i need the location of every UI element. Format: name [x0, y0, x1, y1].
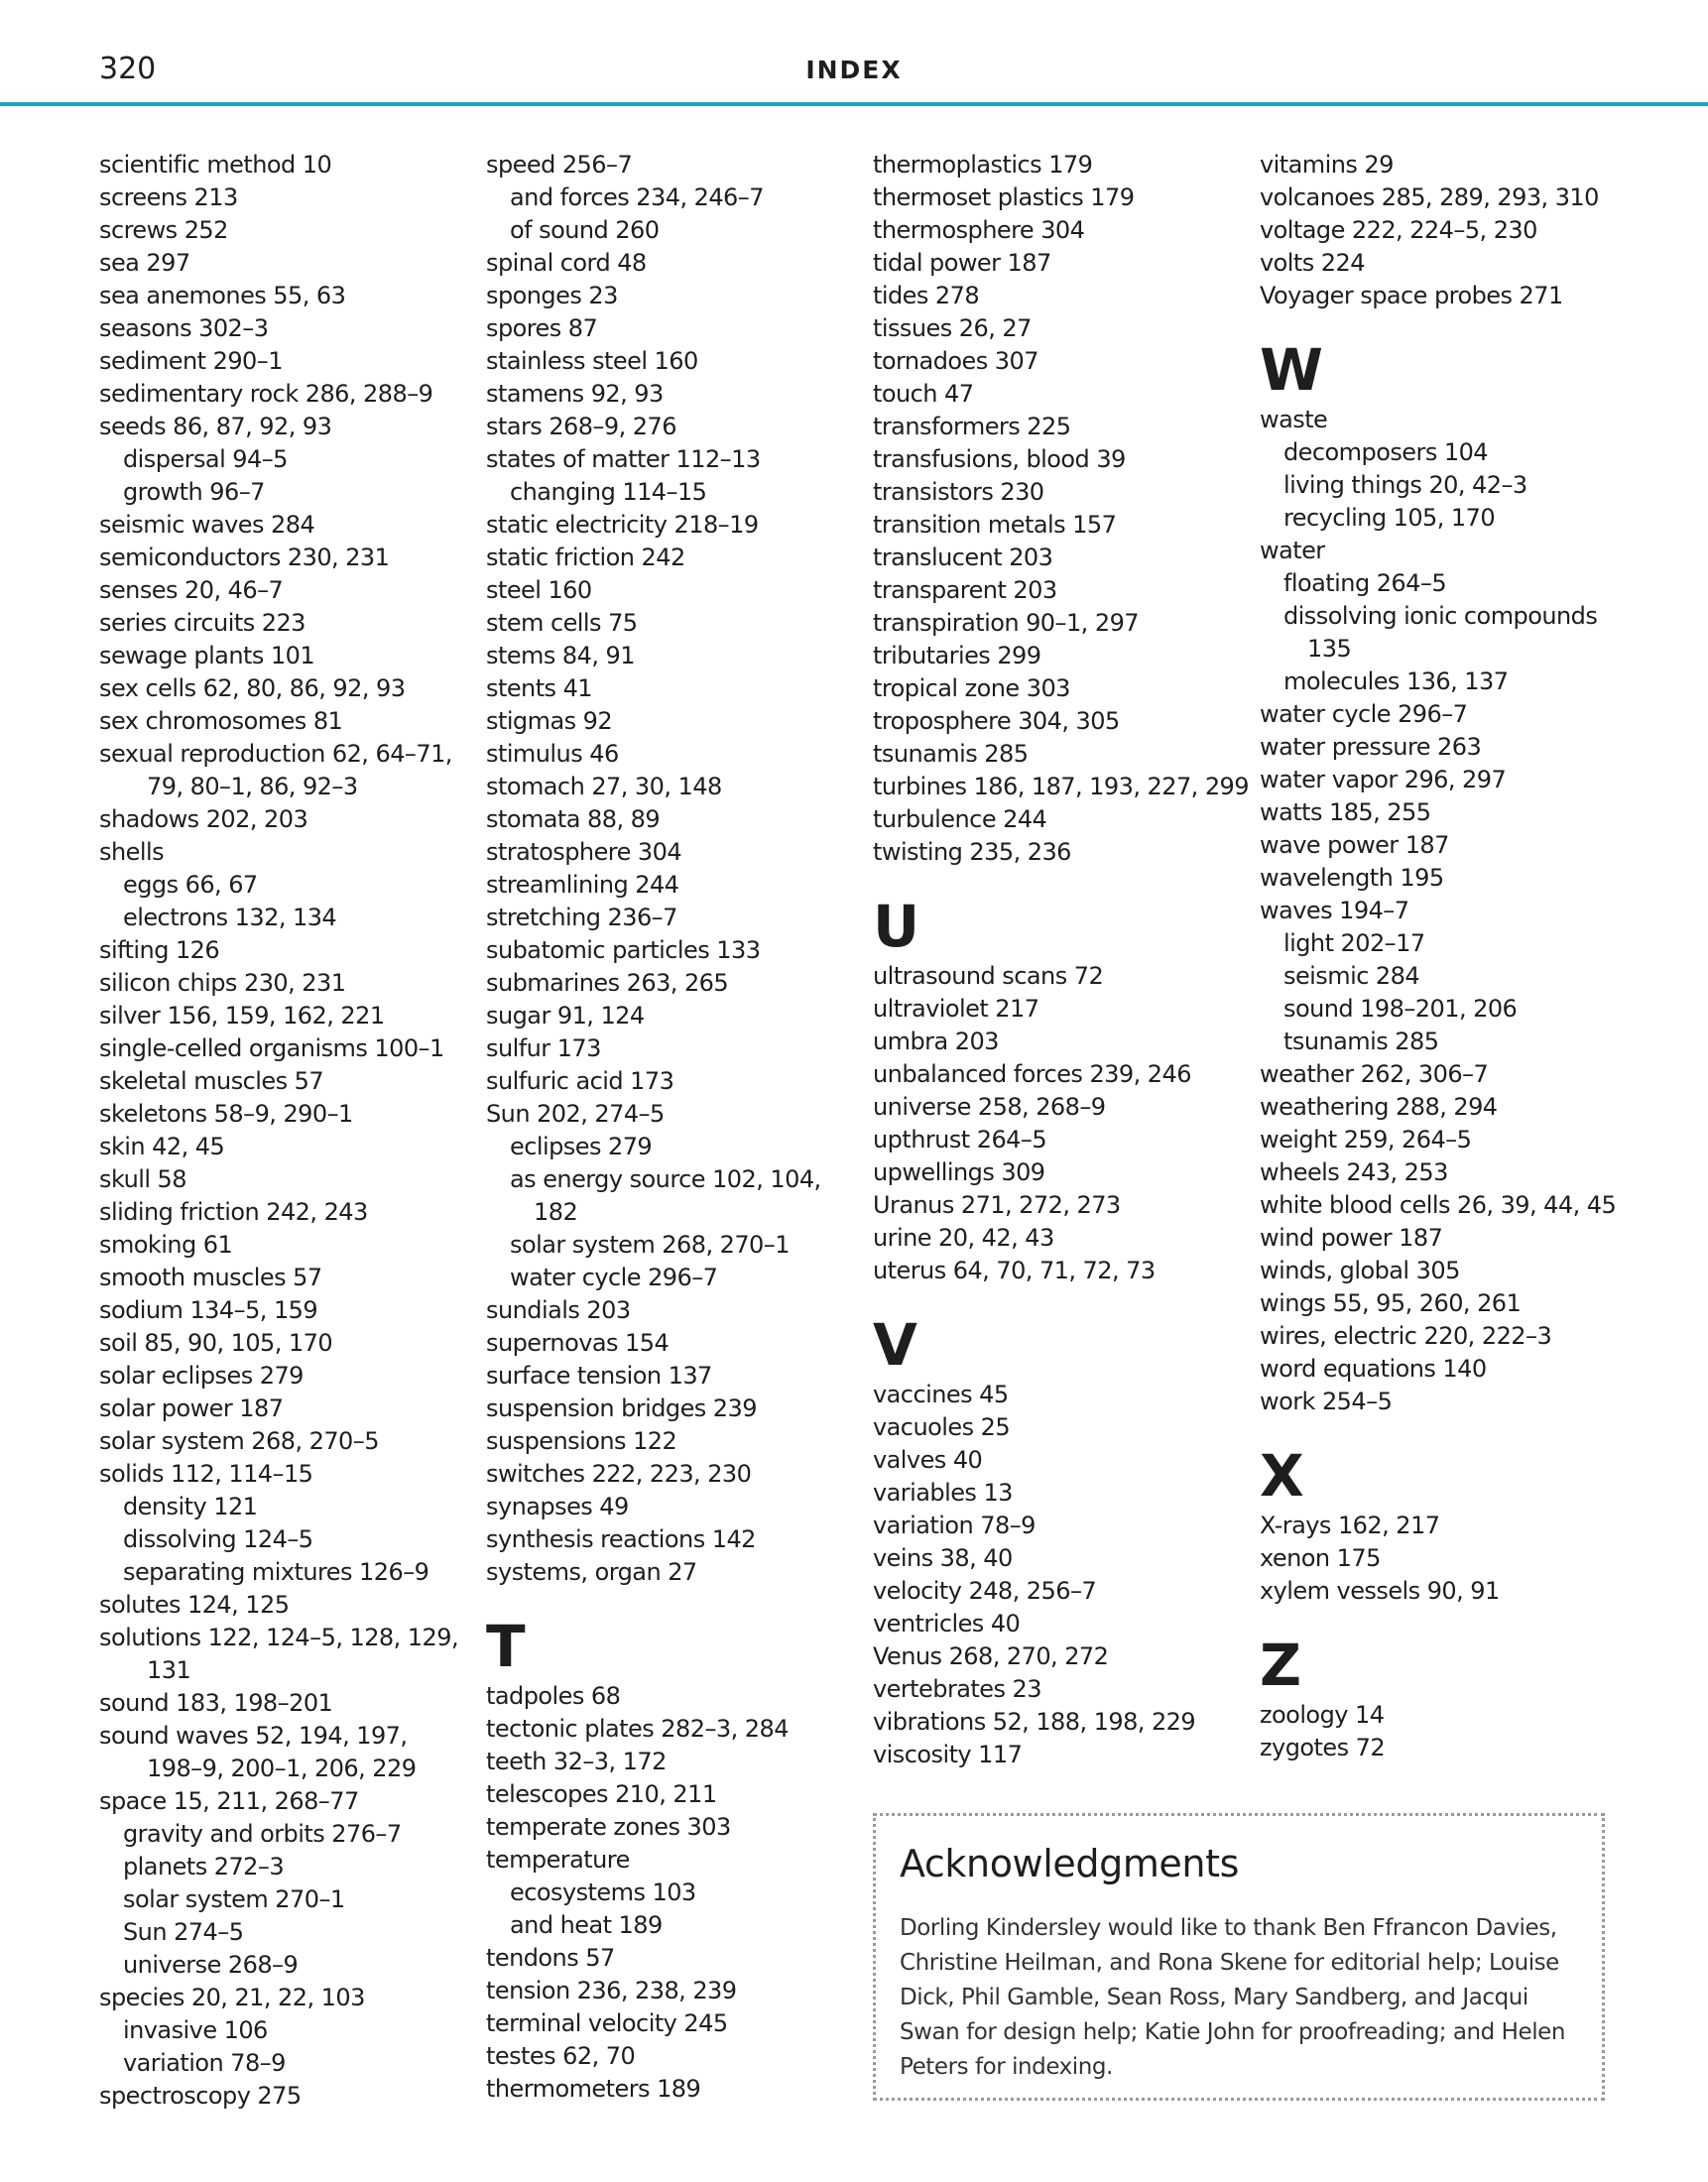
index-entry-continuation: 135 [1307, 635, 1352, 663]
index-entry: screens 213 [99, 183, 238, 211]
index-entry: ventricles 40 [873, 1610, 1021, 1637]
index-entry: waste [1260, 406, 1328, 433]
index-entry: synapses 49 [486, 1493, 629, 1520]
index-entry: tendons 57 [486, 1944, 615, 1972]
index-entry: X-rays 162, 217 [1260, 1512, 1440, 1539]
section-letter: T [486, 1613, 526, 1680]
index-entry: switches 222, 223, 230 [486, 1460, 752, 1488]
index-entry: touch 47 [873, 380, 974, 408]
index-subentry: sound 198–201, 206 [1283, 995, 1518, 1023]
index-entry: sulfur 173 [486, 1034, 601, 1062]
index-subentry: and heat 189 [510, 1911, 663, 1939]
page-title: INDEX [805, 56, 903, 84]
index-column-2 [486, 149, 863, 2106]
index-entry: silver 156, 159, 162, 221 [99, 1002, 385, 1030]
index-subentry: dissolving ionic compounds [1283, 602, 1598, 630]
index-entry: tsunamis 285 [873, 740, 1029, 768]
index-entry: stars 268–9, 276 [486, 413, 676, 440]
index-subentry: as energy source 102, 104, [510, 1165, 821, 1193]
index-entry: sifting 126 [99, 936, 220, 964]
header-rule [0, 102, 1708, 106]
index-entry: transition metals 157 [873, 511, 1117, 539]
index-entry: seeds 86, 87, 92, 93 [99, 413, 332, 440]
index-entry: skull 58 [99, 1165, 186, 1193]
index-entry: wires, electric 220, 222–3 [1260, 1322, 1552, 1350]
index-entry: tributaries 299 [873, 642, 1041, 669]
index-entry: spores 87 [486, 314, 598, 342]
index-entry: screws 252 [99, 216, 228, 244]
page-header [0, 0, 1708, 107]
index-entry: tectonic plates 282–3, 284 [486, 1715, 789, 1743]
index-subentry: variation 78–9 [123, 2049, 286, 2077]
index-entry: velocity 248, 256–7 [873, 1577, 1097, 1605]
index-entry: spectroscopy 275 [99, 2082, 302, 2110]
index-entry: variation 78–9 [873, 1512, 1036, 1539]
index-entry: variables 13 [873, 1479, 1013, 1507]
index-entry: soil 85, 90, 105, 170 [99, 1329, 333, 1357]
index-entry: sea anemones 55, 63 [99, 282, 346, 309]
index-entry: species 20, 21, 22, 103 [99, 1984, 365, 2011]
index-entry: tides 278 [873, 282, 980, 309]
index-entry: solar power 187 [99, 1394, 284, 1422]
index-entry: white blood cells 26, 39, 44, 45 [1260, 1191, 1617, 1219]
index-entry: solutes 124, 125 [99, 1591, 290, 1619]
index-subentry: universe 268–9 [123, 1951, 299, 1979]
index-entry: shells [99, 838, 165, 866]
index-entry: turbines 186, 187, 193, 227, 299 [873, 773, 1249, 800]
index-entry: upwellings 309 [873, 1158, 1045, 1186]
index-entry: sewage plants 101 [99, 642, 315, 669]
index-entry: transparent 203 [873, 576, 1057, 604]
index-entry: tidal power 187 [873, 249, 1051, 277]
index-entry: stimulus 46 [486, 740, 619, 768]
index-entry: tropical zone 303 [873, 674, 1070, 702]
index-entry: temperature [486, 1846, 630, 1874]
index-entry: supernovas 154 [486, 1329, 670, 1357]
index-entry: skeletal muscles 57 [99, 1067, 324, 1095]
index-entry: transpiration 90–1, 297 [873, 609, 1140, 637]
index-entry: skeletons 58–9, 290–1 [99, 1100, 353, 1128]
index-subentry: growth 96–7 [123, 478, 265, 506]
index-column-4 [1260, 149, 1637, 1764]
index-subentry: changing 114–15 [510, 478, 707, 506]
index-entry: shadows 202, 203 [99, 805, 308, 833]
index-entry: series circuits 223 [99, 609, 305, 637]
index-entry: waves 194–7 [1260, 897, 1409, 924]
section-letter: W [1260, 336, 1323, 404]
index-entry: single-celled organisms 100–1 [99, 1034, 444, 1062]
index-entry: water cycle 296–7 [1260, 700, 1468, 728]
index-entry: static friction 242 [486, 544, 685, 571]
index-entry: sex cells 62, 80, 86, 92, 93 [99, 674, 406, 702]
index-entry: vibrations 52, 188, 198, 229 [873, 1708, 1196, 1736]
index-subentry: water cycle 296–7 [510, 1264, 718, 1291]
index-entry: translucent 203 [873, 544, 1053, 571]
index-subentry: seismic 284 [1283, 962, 1420, 990]
index-entry: vertebrates 23 [873, 1675, 1041, 1703]
index-entry: thermoset plastics 179 [873, 183, 1135, 211]
index-entry-continuation: 198–9, 200–1, 206, 229 [147, 1755, 417, 1782]
index-subentry: and forces 234, 246–7 [510, 183, 764, 211]
index-subentry: light 202–17 [1283, 929, 1425, 957]
section-letter: V [873, 1311, 917, 1379]
index-entry: teeth 32–3, 172 [486, 1748, 667, 1775]
index-entry: stainless steel 160 [486, 347, 698, 375]
index-entry: states of matter 112–13 [486, 445, 761, 473]
index-entry: turbulence 244 [873, 805, 1047, 833]
index-entry: winds, global 305 [1260, 1257, 1460, 1284]
index-entry: terminal velocity 245 [486, 2009, 728, 2037]
acknowledgments-line: Swan for design help; Katie John for proofreading; and Helen [900, 2019, 1565, 2045]
index-entry: tissues 26, 27 [873, 314, 1032, 342]
index-entry: seasons 302–3 [99, 314, 269, 342]
index-entry: xenon 175 [1260, 1544, 1381, 1572]
index-subentry: of sound 260 [510, 216, 660, 244]
index-subentry: eclipses 279 [510, 1133, 653, 1160]
index-entry: submarines 263, 265 [486, 969, 729, 997]
index-entry: subatomic particles 133 [486, 936, 761, 964]
index-entry: solar system 268, 270–5 [99, 1427, 379, 1455]
index-entry: sex chromosomes 81 [99, 707, 343, 735]
index-subentry: solar system 270–1 [123, 1885, 345, 1913]
index-entry: zoology 14 [1260, 1701, 1385, 1729]
index-entry: word equations 140 [1260, 1355, 1487, 1383]
index-entry: stents 41 [486, 674, 593, 702]
index-subentry: electrons 132, 134 [123, 904, 337, 931]
index-entry: sediment 290–1 [99, 347, 283, 375]
index-entry: seismic waves 284 [99, 511, 315, 539]
index-entry: Sun 202, 274–5 [486, 1100, 665, 1128]
section-letter: U [873, 893, 920, 960]
index-entry: urine 20, 42, 43 [873, 1224, 1054, 1252]
acknowledgments-title: Acknowledgments [900, 1842, 1239, 1885]
index-subentry: living things 20, 42–3 [1283, 471, 1527, 499]
index-entry: wind power 187 [1260, 1224, 1443, 1252]
index-subentry: eggs 66, 67 [123, 871, 258, 899]
index-subentry: separating mixtures 126–9 [123, 1558, 429, 1586]
index-subentry: solar system 268, 270–1 [510, 1231, 790, 1259]
index-entry: umbra 203 [873, 1028, 999, 1055]
index-entry: water pressure 263 [1260, 733, 1482, 761]
index-entry: Uranus 271, 272, 273 [873, 1191, 1121, 1219]
acknowledgments-line: Dorling Kindersley would like to thank Ben Ffrancon Davies, [900, 1915, 1557, 1941]
index-entry: tension 236, 238, 239 [486, 1977, 737, 2004]
acknowledgments-box [873, 1813, 1605, 2101]
index-entry: thermoplastics 179 [873, 151, 1093, 179]
index-entry: smoking 61 [99, 1231, 233, 1259]
index-subentry: recycling 105, 170 [1283, 504, 1496, 532]
index-entry: surface tension 137 [486, 1362, 712, 1390]
index-entry: troposphere 304, 305 [873, 707, 1120, 735]
index-entry: speed 256–7 [486, 151, 633, 179]
acknowledgments-line: Peters for indexing. [900, 2054, 1113, 2080]
index-entry: solar eclipses 279 [99, 1362, 304, 1390]
index-column-3 [873, 149, 1250, 1771]
index-entry: ultrasound scans 72 [873, 962, 1104, 990]
index-entry: testes 62, 70 [486, 2042, 636, 2070]
index-entry: sulfuric acid 173 [486, 1067, 674, 1095]
index-entry: viscosity 117 [873, 1741, 1023, 1768]
index-entry: sound 183, 198–201 [99, 1689, 333, 1717]
index-entry: thermosphere 304 [873, 216, 1085, 244]
index-entry: sponges 23 [486, 282, 618, 309]
index-entry: space 15, 211, 268–77 [99, 1787, 359, 1815]
index-entry: suspensions 122 [486, 1427, 677, 1455]
index-entry: water vapor 296, 297 [1260, 766, 1507, 793]
index-entry: weather 262, 306–7 [1260, 1060, 1489, 1088]
index-entry: tornadoes 307 [873, 347, 1038, 375]
index-entry: stamens 92, 93 [486, 380, 664, 408]
section-letter: X [1260, 1442, 1304, 1510]
index-entry: telescopes 210, 211 [486, 1780, 717, 1808]
index-entry: semiconductors 230, 231 [99, 544, 390, 571]
index-entry: vacuoles 25 [873, 1413, 1011, 1441]
index-entry-continuation: 182 [534, 1198, 578, 1226]
index-entry: stems 84, 91 [486, 642, 635, 669]
acknowledgments-line: Christine Heilman, and Rona Skene for editorial help; Louise [900, 1950, 1559, 1976]
index-subentry: ecosystems 103 [510, 1879, 696, 1906]
index-entry: universe 258, 268–9 [873, 1093, 1106, 1121]
index-entry: systems, organ 27 [486, 1558, 697, 1586]
index-entry: wave power 187 [1260, 831, 1449, 859]
index-subentry: density 121 [123, 1493, 258, 1520]
index-entry: solids 112, 114–15 [99, 1460, 313, 1488]
index-entry: temperate zones 303 [486, 1813, 731, 1841]
page-number: 320 [99, 52, 157, 86]
index-entry: valves 40 [873, 1446, 983, 1474]
index-column-1 [99, 149, 476, 2113]
index-entry: twisting 235, 236 [873, 838, 1071, 866]
index-entry-continuation: 79, 80–1, 86, 92–3 [147, 773, 358, 800]
index-entry: xylem vessels 90, 91 [1260, 1577, 1500, 1605]
index-entry: zygotes 72 [1260, 1734, 1386, 1761]
index-entry: volts 224 [1260, 249, 1365, 277]
index-entry: weight 259, 264–5 [1260, 1126, 1472, 1153]
index-entry: sodium 134–5, 159 [99, 1296, 318, 1324]
index-entry: weathering 288, 294 [1260, 1093, 1498, 1121]
index-entry: upthrust 264–5 [873, 1126, 1047, 1153]
index-entry: skin 42, 45 [99, 1133, 225, 1160]
index-entry: sexual reproduction 62, 64–71, [99, 740, 452, 768]
index-entry: vitamins 29 [1260, 151, 1394, 179]
index-entry: streamlining 244 [486, 871, 679, 899]
index-entry: scientific method 10 [99, 151, 332, 179]
index-subentry: planets 272–3 [123, 1853, 285, 1880]
index-entry: stomach 27, 30, 148 [486, 773, 722, 800]
index-entry: unbalanced forces 239, 246 [873, 1060, 1191, 1088]
index-entry: vaccines 45 [873, 1381, 1009, 1408]
index-entry: silicon chips 230, 231 [99, 969, 346, 997]
index-entry: sugar 91, 124 [486, 1002, 645, 1030]
index-entry: steel 160 [486, 576, 592, 604]
index-subentry: floating 264–5 [1283, 569, 1447, 597]
index-entry: stomata 88, 89 [486, 805, 661, 833]
index-entry: stretching 236–7 [486, 904, 677, 931]
index-subentry: tsunamis 285 [1283, 1028, 1439, 1055]
index-entry: thermometers 189 [486, 2075, 701, 2103]
index-entry: transfusions, blood 39 [873, 445, 1126, 473]
index-entry: stratosphere 304 [486, 838, 682, 866]
index-entry: stem cells 75 [486, 609, 638, 637]
index-entry: uterus 64, 70, 71, 72, 73 [873, 1257, 1156, 1284]
index-entry: solutions 122, 124–5, 128, 129, [99, 1624, 459, 1651]
index-entry: transformers 225 [873, 413, 1071, 440]
index-subentry: gravity and orbits 276–7 [123, 1820, 402, 1848]
index-subentry: decomposers 104 [1283, 438, 1489, 466]
index-entry-continuation: 131 [147, 1656, 191, 1684]
index-subentry: dissolving 124–5 [123, 1525, 313, 1553]
index-entry: transistors 230 [873, 478, 1044, 506]
index-entry: suspension bridges 239 [486, 1394, 757, 1422]
index-entry: wings 55, 95, 260, 261 [1260, 1289, 1522, 1317]
index-entry: veins 38, 40 [873, 1544, 1013, 1572]
index-subentry: dispersal 94–5 [123, 445, 288, 473]
index-subentry: invasive 106 [123, 2016, 268, 2044]
index-entry: static electricity 218–19 [486, 511, 759, 539]
section-letter: Z [1260, 1632, 1302, 1699]
index-entry: watts 185, 255 [1260, 798, 1431, 826]
index-entry: sedimentary rock 286, 288–9 [99, 380, 433, 408]
index-entry: volcanoes 285, 289, 293, 310 [1260, 183, 1599, 211]
index-entry: senses 20, 46–7 [99, 576, 284, 604]
index-entry: tadpoles 68 [486, 1682, 621, 1710]
index-entry: synthesis reactions 142 [486, 1525, 756, 1553]
acknowledgments-text [900, 1911, 1578, 2085]
index-entry: sound waves 52, 194, 197, [99, 1722, 408, 1750]
index-entry: Venus 268, 270, 272 [873, 1642, 1109, 1670]
index-subentry: Sun 274–5 [123, 1918, 244, 1946]
index-entry: work 254–5 [1260, 1388, 1393, 1415]
index-entry: water [1260, 537, 1325, 564]
index-entry: stigmas 92 [486, 707, 613, 735]
index-entry: sliding friction 242, 243 [99, 1198, 368, 1226]
index-entry: wavelength 195 [1260, 864, 1444, 892]
acknowledgments-line: Dick, Phil Gamble, Sean Ross, Mary Sandberg, and Jacqui [900, 1985, 1528, 2010]
index-entry: voltage 222, 224–5, 230 [1260, 216, 1537, 244]
index-entry: smooth muscles 57 [99, 1264, 322, 1291]
index-entry: Voyager space probes 271 [1260, 282, 1563, 309]
index-entry: ultraviolet 217 [873, 995, 1039, 1023]
index-entry: spinal cord 48 [486, 249, 647, 277]
index-entry: sundials 203 [486, 1296, 631, 1324]
index-entry: sea 297 [99, 249, 190, 277]
index-subentry: molecules 136, 137 [1283, 667, 1509, 695]
index-entry: wheels 243, 253 [1260, 1158, 1448, 1186]
